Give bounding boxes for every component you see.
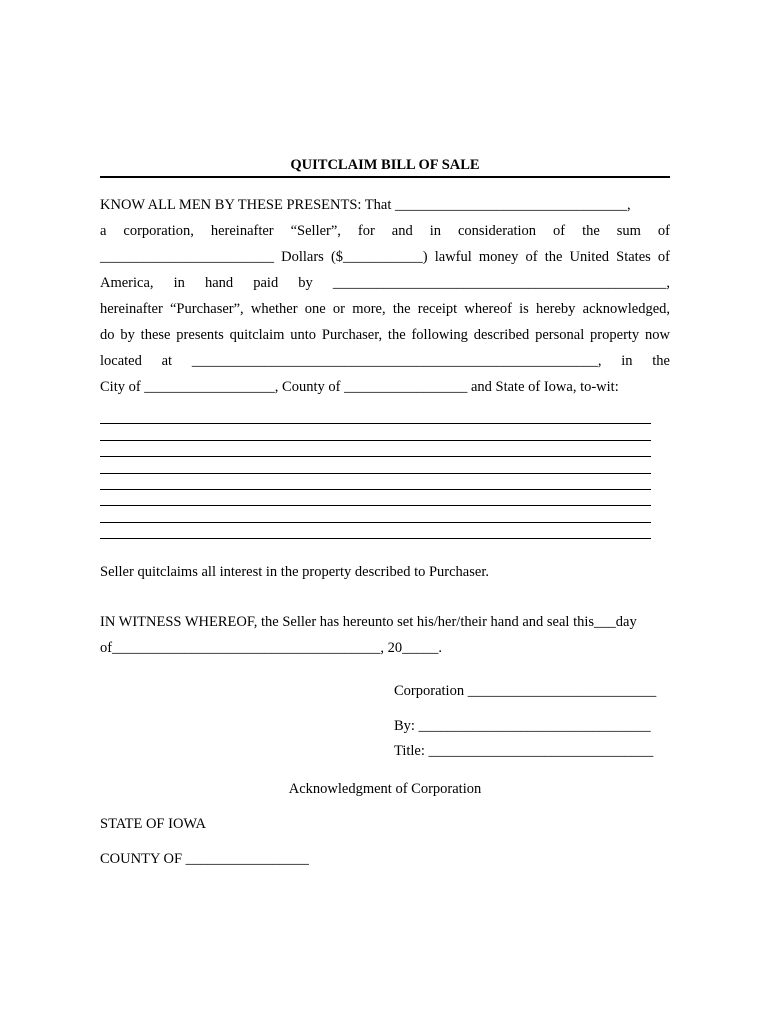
state-line: STATE OF IOWA	[100, 816, 206, 833]
body-line-2: a corporation, hereinafter “Seller”, for and in consideration of the sum of	[100, 223, 670, 239]
signature-block	[100, 671, 670, 791]
description-blank-line	[100, 441, 651, 457]
body-line-5: hereinafter “Purchaser”, whether one or more, the receipt whereof is hereby acknowledged,	[100, 301, 670, 317]
body-line-1	[100, 192, 670, 218]
document-page	[100, 157, 670, 869]
description-blank-line	[100, 506, 651, 522]
description-blank-line	[100, 457, 651, 473]
description-blank-line	[100, 490, 651, 506]
body-line-6: do by these presents quitclaim unto Purchaser, the following described personal property now	[100, 327, 670, 343]
county-line: COUNTY OF _________________	[100, 851, 309, 868]
description-blank-line	[100, 474, 651, 490]
document-title: QUITCLAIM BILL OF SALE	[100, 157, 670, 178]
body-line-4: America, in hand paid by ______________________________________________,	[100, 275, 670, 291]
property-description-lines	[100, 408, 651, 539]
description-blank-line	[100, 408, 651, 424]
witness-paragraph	[100, 609, 670, 661]
witness-line-1: IN WITNESS WHEREOF, the Seller has hereunto set his/her/their hand and seal this___day	[100, 614, 637, 631]
body-line-8: City of __________________, County of _________________ and State of Iowa, to-wit:	[100, 379, 619, 395]
description-blank-line	[100, 424, 651, 440]
opening-paragraph	[100, 192, 670, 400]
corporation-signature-line: Corporation __________________________	[394, 683, 657, 700]
acknowledgment-heading: Acknowledgment of Corporation	[288, 781, 482, 798]
witness-line-2: of_____________________________________, 20_____.	[100, 640, 442, 657]
title-signature-line: Title: _______________________________	[394, 743, 654, 760]
body-line-3: ________________________ Dollars ($___________) lawful money of the United States of	[100, 249, 670, 265]
body-line-7: located at ________________________________________________________, in the	[100, 353, 670, 369]
description-blank-line	[100, 523, 651, 539]
body-line-1-text: KNOW ALL MEN BY THESE PRESENTS: That ________________________________,	[100, 197, 631, 213]
by-signature-line: By: ________________________________	[394, 718, 651, 735]
quitclaim-statement: Seller quitclaims all interest in the property described to Purchaser.	[100, 564, 489, 581]
